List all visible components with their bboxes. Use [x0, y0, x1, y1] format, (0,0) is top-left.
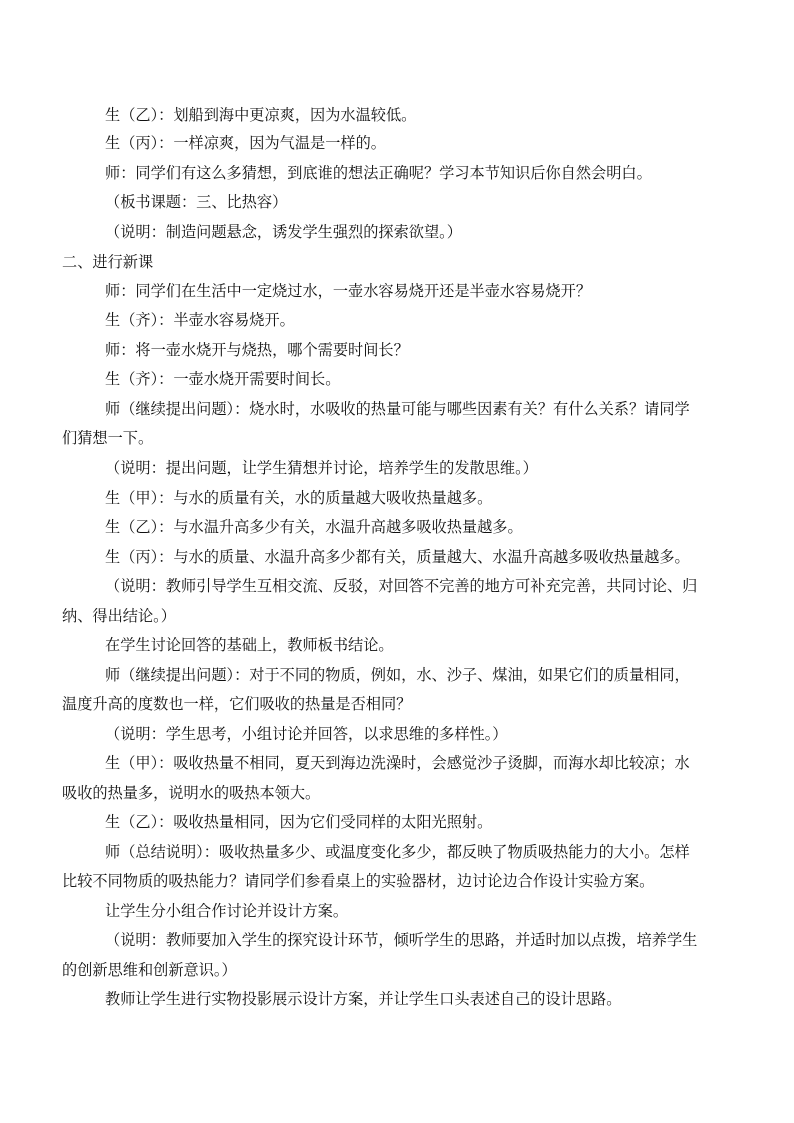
paragraph-line: （说明：教师引导学生互相交流、反驳，对回答不完善的地方可补充完善，共同讨论、归	[105, 577, 698, 595]
paragraph-line: 纳、得出结论。）	[62, 607, 176, 625]
paragraph-line: 吸收的热量多，说明水的吸热本领大。	[62, 784, 321, 802]
section-heading: 二、进行新课	[62, 253, 154, 271]
paragraph-line: 生（丙）：与水的质量、水温升高多少都有关，质量越大、水温升高越多吸收热量越多。	[105, 548, 690, 566]
paragraph-line: 比较不同物质的吸热能力？请同学们参看桌上的实验器材，边讨论边合作设计实验方案。	[62, 872, 655, 890]
paragraph-line: 的创新思维和创新意识。）	[62, 961, 237, 979]
paragraph-line: 生（甲）：与水的质量有关，水的质量越大吸收热量越多。	[105, 489, 493, 507]
paragraph-line: （说明：学生思考，小组讨论并回答，以求思维的多样性。）	[105, 725, 508, 743]
paragraph-line: 生（乙）：与水温升高多少有关，水温升高越多吸收热量越多。	[105, 518, 523, 536]
paragraph-line: 生（齐）：一壶水烧开需要时间长。	[105, 370, 341, 388]
paragraph-line: 师：将一壶水烧开与烧热，哪个需要时间长？	[105, 341, 409, 359]
paragraph-line: 师：同学们在生活中一定烧过水，一壶水容易烧开还是半壶水容易烧开？	[105, 282, 591, 300]
paragraph-line: （板书课题：三、比热容）	[105, 193, 288, 211]
paragraph-line: 温度升高的度数也一样，它们吸收的热量是否相同？	[62, 695, 412, 713]
paragraph-line: （说明：提出问题，让学生猜想并讨论，培养学生的发散思维。）	[105, 459, 538, 477]
paragraph-line: 生（丙）：一样凉爽，因为气温是一样的。	[105, 134, 386, 152]
paragraph-line: 们猜想一下。	[62, 429, 154, 447]
paragraph-line: 师（继续提出问题）：对于不同的物质，例如，水、沙子、煤油，如果它们的质量相同，	[105, 666, 690, 684]
paragraph-line: 生（齐）：半壶水容易烧开。	[105, 311, 295, 329]
paragraph-line: （说明：制造问题悬念，诱发学生强烈的探索欲望。）	[105, 223, 462, 241]
paragraph-line: 生（乙）：划船到海中更凉爽，因为水温较低。	[105, 106, 417, 124]
paragraph-line: 教师让学生进行实物投影展示设计方案，并让学生口头表述自己的设计思路。	[105, 990, 622, 1008]
paragraph-line: 让学生分小组合作讨论并设计方案。	[105, 902, 348, 920]
paragraph-line: 生（乙）：吸收热量相同，因为它们受同样的太阳光照射。	[105, 813, 493, 831]
paragraph-line: 师：同学们有这么多猜想，到底谁的想法正确呢？学习本节知识后你自然会明白。	[105, 164, 652, 182]
paragraph-line: 生（甲）：吸收热量不相同，夏天到海边洗澡时，会感觉沙子烫脚，而海水却比较凉；水	[105, 754, 690, 772]
paragraph-line: 师（总结说明）：吸收热量多少、或温度变化多少，都反映了物质吸热能力的大小。怎样	[105, 843, 690, 861]
paragraph-line: 在学生讨论回答的基础上，教师板书结论。	[105, 636, 394, 654]
paragraph-line: （说明：教师要加入学生的探究设计环节，倾听学生的思路，并适时加以点拨，培养学生	[105, 931, 698, 949]
paragraph-line: 师（继续提出问题）：烧水时，水吸收的热量可能与哪些因素有关？有什么关系？请同学	[105, 400, 690, 418]
